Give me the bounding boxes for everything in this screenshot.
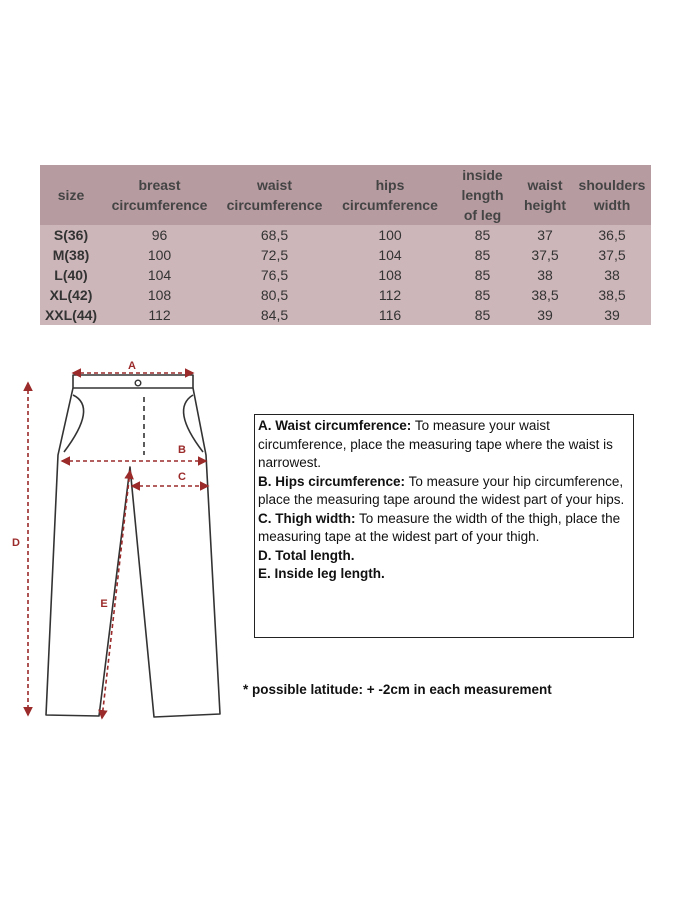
table-cell: 108 bbox=[147, 287, 172, 303]
table-cell: 100 bbox=[378, 227, 402, 243]
table-cell: 112 bbox=[378, 287, 402, 303]
header-hips: hips circumference bbox=[332, 165, 448, 225]
instruction-b: B. Hips circumference: To measure your hip circumference, place the measuring tape around the widest part of your hips. bbox=[258, 473, 625, 507]
instruction-d: D. Total length. bbox=[258, 547, 355, 563]
table-cell: 76,5 bbox=[260, 267, 289, 283]
header-breast: breast circumference bbox=[102, 165, 217, 225]
table-cell: 38 bbox=[604, 267, 620, 283]
instruction-e: E. Inside leg length. bbox=[258, 566, 385, 581]
table-cell: 112 bbox=[148, 307, 171, 323]
table-cell: XXL(44) bbox=[44, 307, 98, 323]
table-cell: 37 bbox=[537, 227, 553, 243]
latitude-note: * possible latitude: + -2cm in each measurement bbox=[243, 682, 552, 697]
table-cell: 37,5 bbox=[598, 247, 626, 263]
label-e: E bbox=[100, 598, 108, 610]
table-header-row bbox=[40, 165, 651, 225]
table-row bbox=[40, 305, 651, 325]
header-waist-height: waist height bbox=[517, 165, 573, 225]
table-cell: 96 bbox=[151, 227, 168, 243]
table-cell: 116 bbox=[378, 307, 402, 323]
table-cell: 85 bbox=[474, 287, 491, 303]
table-cell: 36,5 bbox=[598, 227, 626, 243]
header-size: size bbox=[40, 165, 102, 225]
trousers-diagram bbox=[10, 355, 235, 725]
waistband bbox=[73, 375, 193, 388]
instruction-a: A. Waist circumference: To measure your waist circumference, place the measuring tape where the waist is narrowest. bbox=[258, 418, 613, 470]
label-d: D bbox=[12, 537, 20, 549]
table-cell: L(40) bbox=[54, 267, 88, 283]
header-shoulders: shoulders width bbox=[573, 165, 651, 225]
label-b: B bbox=[178, 444, 186, 456]
size-chart-table bbox=[40, 165, 651, 325]
table-cell: 39 bbox=[537, 307, 553, 323]
label-c: C bbox=[178, 471, 186, 483]
table-cell: 84,5 bbox=[260, 307, 289, 323]
table-cell: 104 bbox=[147, 267, 172, 283]
label-a: A bbox=[128, 360, 136, 372]
measure-e-line bbox=[102, 471, 130, 718]
table-cell: XL(42) bbox=[49, 287, 93, 303]
table-cell: 39 bbox=[604, 307, 620, 323]
table-cell: 68,5 bbox=[260, 227, 289, 243]
table-cell: 72,5 bbox=[260, 247, 289, 263]
table-cell: 80,5 bbox=[260, 287, 289, 303]
table-row bbox=[40, 225, 651, 245]
table-cell: S(36) bbox=[53, 227, 89, 243]
header-waist: waist circumference bbox=[217, 165, 332, 225]
table-cell: 38 bbox=[537, 267, 553, 283]
left-pocket bbox=[64, 395, 84, 452]
table-cell: 38,5 bbox=[531, 287, 559, 303]
table-cell: 85 bbox=[474, 247, 491, 263]
button-icon bbox=[135, 380, 141, 386]
instruction-c: C. Thigh width: To measure the width of the thigh, place the measuring tape at the widest part of your thigh. bbox=[258, 510, 621, 544]
table-cell: 85 bbox=[474, 227, 491, 243]
table-cell: 104 bbox=[378, 247, 402, 263]
trousers-outline bbox=[46, 375, 220, 717]
measurement-lines bbox=[28, 373, 208, 718]
table-cell: 37,5 bbox=[531, 247, 559, 263]
table-cell: 85 bbox=[474, 267, 491, 283]
table-row bbox=[40, 285, 651, 305]
table-cell: 108 bbox=[378, 267, 402, 283]
table-cell: 85 bbox=[474, 307, 491, 323]
table-row bbox=[40, 245, 651, 265]
table-row bbox=[40, 265, 651, 285]
table-cell: 100 bbox=[147, 247, 172, 263]
table-cell: M(38) bbox=[52, 247, 90, 263]
table-cell: 38,5 bbox=[598, 287, 626, 303]
header-inside-leg: inside length of leg bbox=[448, 165, 517, 225]
measurement-instructions bbox=[254, 414, 634, 638]
